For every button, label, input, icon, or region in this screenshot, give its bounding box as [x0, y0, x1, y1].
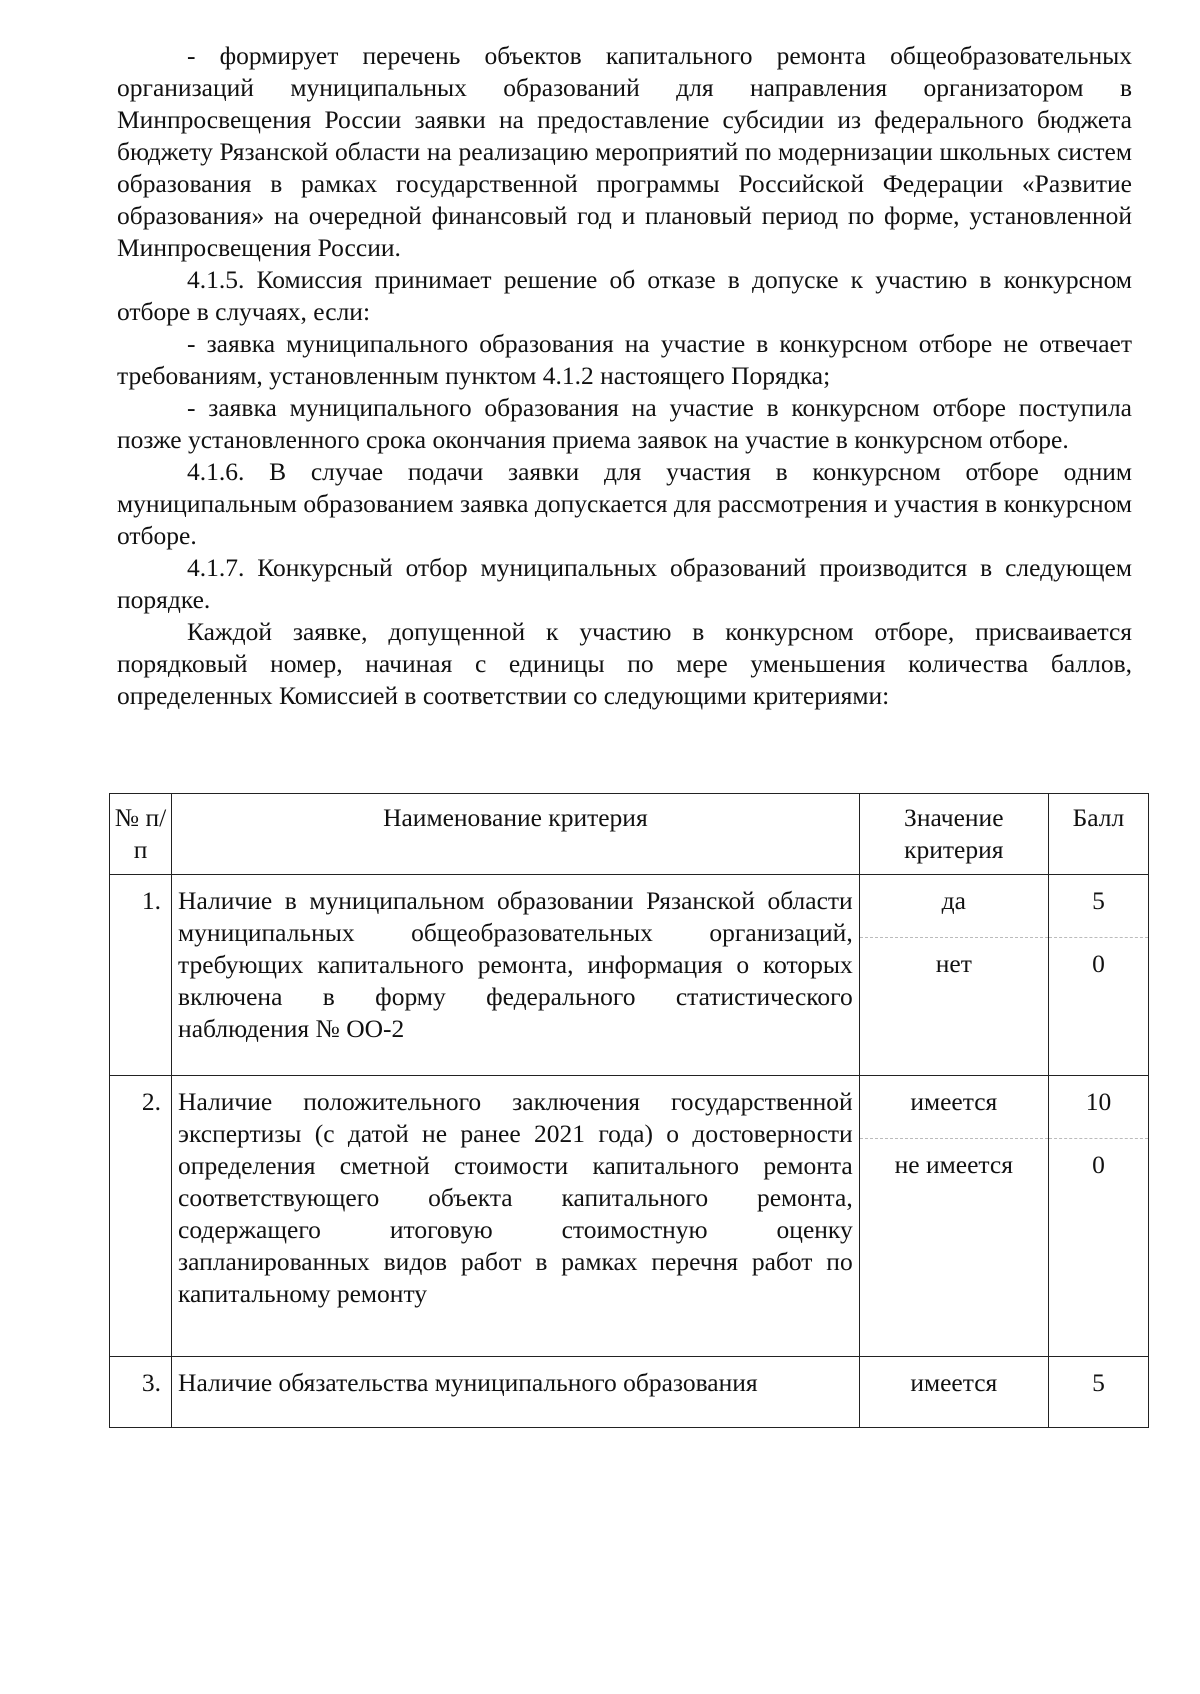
document-body [117, 40, 1132, 712]
criterion-value: имеется [910, 1368, 998, 1397]
row-scores [1048, 1357, 1148, 1428]
row-values [859, 875, 1048, 1076]
criterion-value: не имеется [860, 1138, 1048, 1201]
header-value: Значение критерия [859, 794, 1048, 875]
paragraph-list-item: - формирует перечень объектов капитального ремонта общеобразовательных организаций муниципальных образований для направления организатором в Минпросвещения России заявки на предоставление субсидии из федерального бюджета бюджету Рязанской области на реализацию мероприятий по модернизации школьных систем образования в рамках государственной программы Российской Федерации «Развитие образования» на очередной финансовый год и плановый период по форме, установленной Минпросвещения России. [117, 41, 1132, 262]
criterion-score: 5 [1092, 1368, 1105, 1397]
criteria-table [109, 793, 1149, 1428]
row-num: 2. [110, 1076, 172, 1357]
row-criterion: Наличие обязательства муниципального образования [172, 1357, 860, 1428]
row-values [859, 1357, 1048, 1428]
row-scores [1048, 875, 1148, 1076]
paragraph-4-1-6: 4.1.6. В случае подачи заявки для участия в конкурсном отборе одним муниципальным образованием заявка допускается для рассмотрения и участия в конкурсном отборе. [117, 457, 1132, 550]
criterion-score: 10 [1085, 1087, 1112, 1116]
criterion-value: имеется [910, 1087, 998, 1116]
criterion-score: 0 [1049, 1138, 1148, 1201]
table-row [110, 1357, 1149, 1428]
row-criterion: Наличие в муниципальном образовании Рязанской области муниципальных общеобразовательных организаций, требующих капитального ремонта, информация о которых включена в форму федерального статистического наблюдения № ОО-2 [172, 875, 860, 1076]
table-row [110, 1076, 1149, 1357]
header-name: Наименование критерия [172, 794, 860, 875]
paragraph-list-item: - заявка муниципального образования на участие в конкурсном отборе поступила позже установленного срока окончания приема заявок на участие в конкурсном отборе. [117, 393, 1132, 454]
criterion-score: 5 [1092, 886, 1105, 915]
paragraph-4-1-7: 4.1.7. Конкурсный отбор муниципальных образований производится в следующем порядке. [117, 553, 1132, 614]
header-score: Балл [1048, 794, 1148, 875]
table-row [110, 875, 1149, 1076]
paragraph-4-1-5: 4.1.5. Комиссия принимает решение об отказе в допуске к участию в конкурсном отборе в случаях, если: [117, 265, 1132, 326]
paragraph-criteria-intro: Каждой заявке, допущенной к участию в конкурсном отборе, присваивается порядковый номер, начиная с единицы по мере уменьшения количества баллов, определенных Комиссией в соответствии со следующими критериями: [117, 617, 1132, 710]
row-scores [1048, 1076, 1148, 1357]
header-num: № п/п [110, 794, 172, 875]
paragraph-list-item: - заявка муниципального образования на участие в конкурсном отборе не отвечает требованиям, установленным пунктом 4.1.2 настоящего Порядка; [117, 329, 1132, 390]
row-num: 3. [110, 1357, 172, 1428]
table-header-row [110, 794, 1149, 875]
row-criterion: Наличие положительного заключения государственной экспертизы (с датой не ранее 2021 года) о достоверности определения сметной стоимости капитального ремонта соответствующего объекта капитального ремонта, содержащего итоговую стоимостную оценку запланированных видов работ в рамках перечня работ по капитальному ремонту [172, 1076, 860, 1357]
row-values [859, 1076, 1048, 1357]
criterion-value: нет [860, 937, 1048, 1000]
criterion-score: 0 [1049, 937, 1148, 1000]
row-num: 1. [110, 875, 172, 1076]
criterion-value: да [941, 886, 966, 915]
